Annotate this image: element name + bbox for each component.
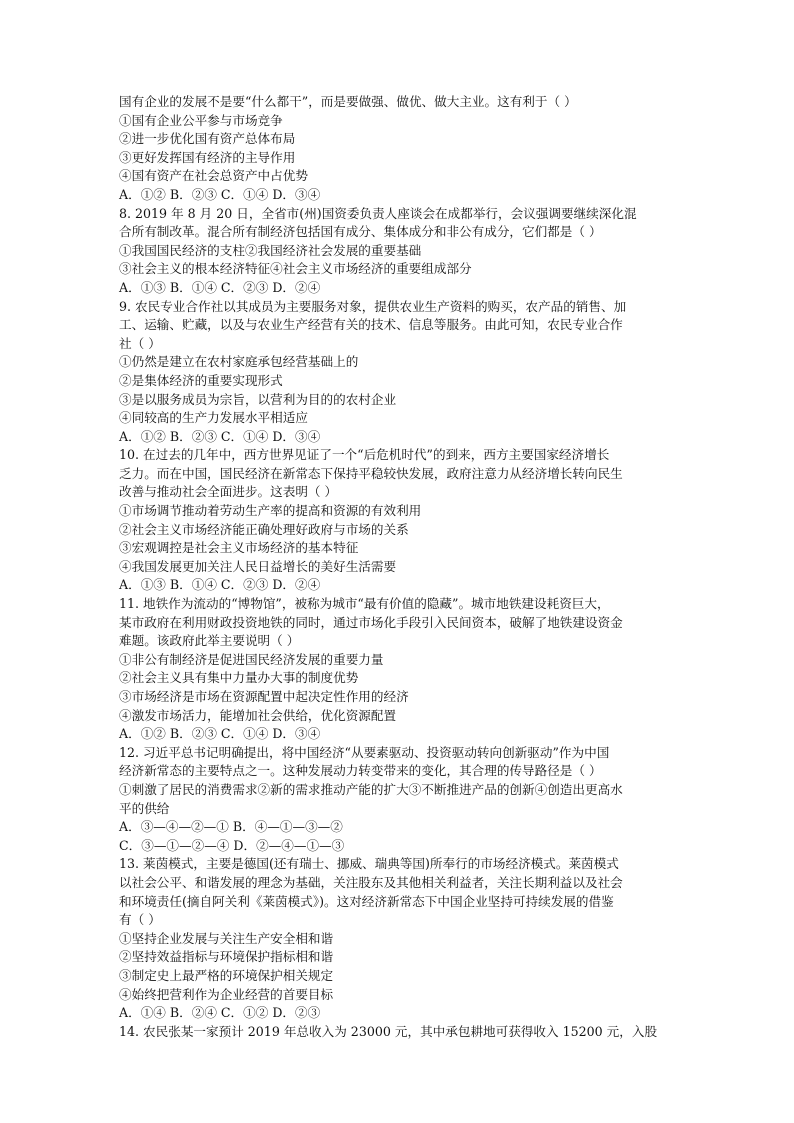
answer-options: C．③—①—②—④ D．②—④—①—③ (119, 837, 345, 853)
question-stem-line: 13. 莱茵模式，主要是德国(还有瑞士、挪威、瑞典等国)所奉行的市场经济模式。莱茵模式 (119, 856, 619, 872)
question-q8 (119, 205, 679, 298)
statement-item: ③是以服务成员为宗旨，以营利为目的的农村企业 (119, 391, 397, 407)
question-stem-line: 8. 2019 年 8 月 20 日，全省市(州)国资委负责人座谈会在成都举行，会议强调要继续深化混 (119, 205, 637, 221)
statement-item: ①坚持企业发展与关注生产安全相和谐 (119, 930, 334, 946)
question-stem-line: 9. 农民专业合作社以其成员为主要服务对象，提供农业生产资料的购买，农产品的销售、加 (119, 298, 627, 314)
question-stem-line: 社（ ） (119, 335, 161, 351)
statement-item: ①刺激了居民的消费需求②新的需求推动产能的扩大③不断推进产品的创新④创造出更高水 (119, 781, 623, 797)
exam-page (119, 93, 679, 1041)
statement-item: ②社会主义具有集中力量办大事的制度优势 (119, 670, 359, 686)
answer-options: A．①② B．②③ C．①④ D．③④ (119, 726, 321, 742)
question-stem-line: 合所有制改革。混合所有制经济包括国有成分、集体成分和非公有成分，它们都是（ ） (119, 224, 602, 240)
statement-item: ③市场经济是市场在资源配置中起决定性作用的经济 (119, 689, 409, 704)
answer-options: A．①② B．②③ C．①④ D．③④ (119, 186, 321, 202)
statement-item: ④激发市场活力，能增加社会供给，优化资源配置 (119, 707, 397, 723)
answer-options: A．①④ B．②④ C．①② D．②③ (119, 1005, 321, 1021)
statement-item: ③社会主义的根本经济特征④社会主义市场经济的重要组成部分 (119, 261, 472, 277)
question-stem-line: 改善与推动社会全面进步。这表明（ ） (119, 484, 338, 500)
statement-item: ③更好发挥国有经济的主导作用 (119, 149, 296, 165)
statement-item: ②坚持效益指标与环境保护指标相和谐 (119, 949, 334, 965)
question-q13 (119, 855, 679, 1022)
question-stem-line: 12. 习近平总书记明确提出，将中国经济“从要素驱动、投资驱动转向创新驱动”作为中国 (119, 744, 610, 760)
question-stem-line: 乏力。而在中国，国民经济在新常态下保持平稳较快发展，政府注意力从经济增长转向民生 (119, 465, 623, 481)
statement-item: ④国有资产在社会总资产中占优势 (119, 168, 308, 184)
statement-item: ①我国国民经济的支柱②我国经济社会发展的重要基础 (119, 242, 422, 258)
question-stem-line: 以社会公平、和谐发展的理念为基础，关注股东及其他相关利益者，关注长期利益以及社会 (119, 874, 623, 890)
statement-item: ①市场调节推动着劳动生产率的提高和资源的有效利用 (119, 503, 422, 519)
question-q9 (119, 298, 679, 447)
question-stem-line: 工、运输、贮藏，以及与农业生产经营有关的技术、信息等服务。由此可知，农民专业合作 (119, 317, 623, 333)
question-q12 (119, 744, 679, 856)
statement-item: ②是集体经济的重要实现形式 (119, 372, 283, 388)
statement-item: ③制定史上最严格的环境保护相关规定 (119, 967, 334, 983)
question-stem-line: 有（ ） (119, 912, 161, 928)
statement-item: ④始终把营利作为企业经营的首要目标 (119, 986, 334, 1002)
question-stem-line: 某市政府在利用财政投资地铁的同时，通过市场化手段引入民间资本，破解了地铁建设资金 (119, 614, 623, 630)
statement-item: ②进一步优化国有资产总体布局 (119, 131, 296, 147)
question-q7 (119, 93, 679, 205)
question-q11 (119, 595, 679, 744)
question-stem-line: 10. 在过去的几年中，西方世界见证了一个“后危机时代”的到来，西方主要国家经济增长 (119, 447, 610, 463)
question-stem-line: 11. 地铁作为流动的“博物馆”，被称为城市“最有价值的隐藏”。城市地铁建设耗资巨大， (119, 596, 610, 612)
statement-item: ④同较高的生产力发展水平相适应 (119, 410, 308, 426)
answer-options: A．①② B．②③ C．①④ D．③④ (119, 428, 321, 444)
question-q14 (119, 1023, 679, 1042)
statement-item: ②社会主义市场经济能正确处理好政府与市场的关系 (119, 521, 409, 537)
question-stem-line: 和环境责任(摘自阿关利《莱茵模式》)。这对经济新常态下中国企业坚持可持续发展的借鉴 (119, 893, 614, 909)
question-stem-line: 14. 农民张某一家预计 2019 年总收入为 23000 元，其中承包耕地可获得收入 15200 元，入股 (119, 1023, 658, 1039)
question-stem-line: 难题。该政府此举主要说明（ ） (119, 633, 300, 649)
question-stem-line: 经济新常态的主要特点之一。这种发展动力转变带来的变化，其合理的传导路径是（ ） (119, 763, 602, 779)
statement-item: ③宏观调控是社会主义市场经济的基本特征 (119, 540, 359, 556)
answer-options: A．①③ B．①④ C．②③ D．②④ (119, 577, 321, 593)
statement-item: ①非公有制经济是促进国民经济发展的重要力量 (119, 651, 384, 667)
statement-item: ④我国发展更加关注人民日益增长的美好生活需要 (119, 558, 397, 574)
answer-options: A．①③ B．①④ C．②③ D．②④ (119, 279, 321, 295)
statement-item: ①仍然是建立在农村家庭承包经营基础上的 (119, 354, 359, 370)
answer-options: A．③—④—②—① B．④—①—③—② (119, 819, 343, 835)
question-stem-line: 国有企业的发展不是要“什么都干”，而是要做强、做优、做大主业。这有利于（ ） (119, 94, 577, 109)
question-q10 (119, 446, 679, 595)
statement-item: 平的供给 (119, 800, 170, 816)
statement-item: ①国有企业公平参与市场竞争 (119, 112, 283, 128)
